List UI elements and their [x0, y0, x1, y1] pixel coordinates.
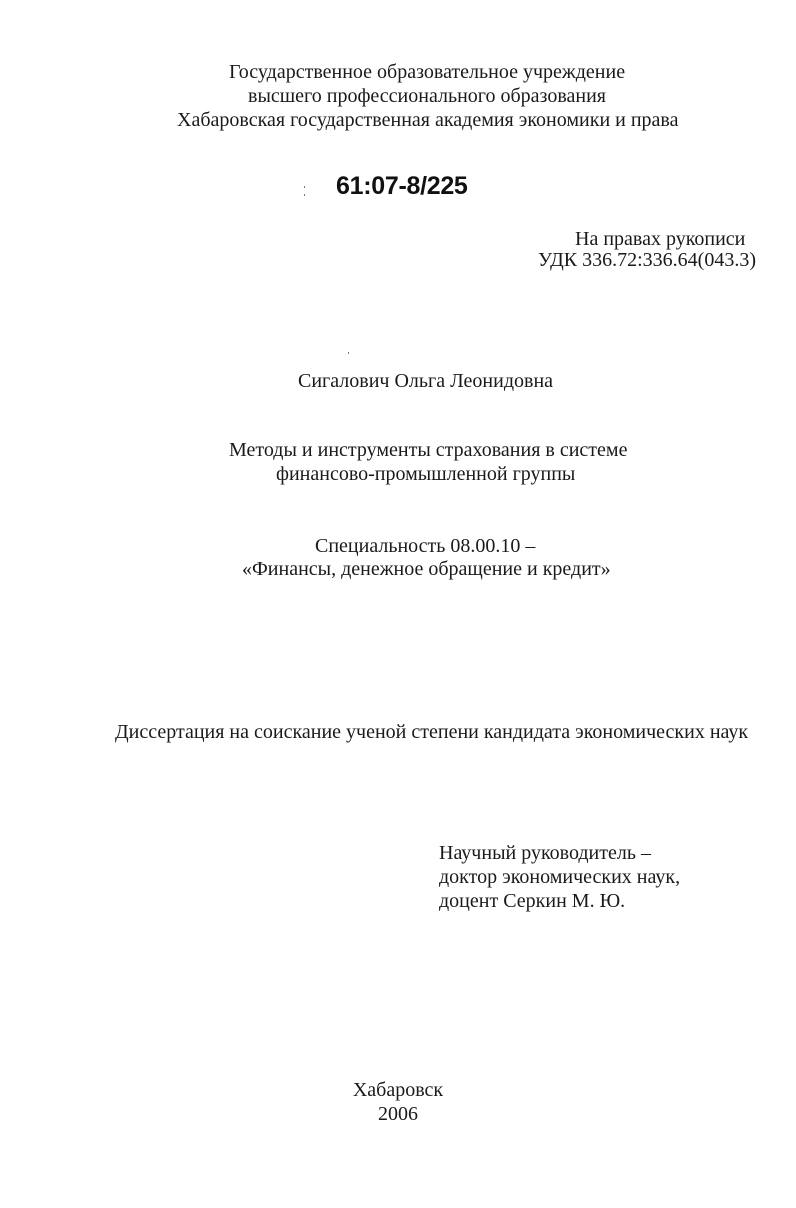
supervisor-line-2: доктор экономических наук,: [439, 866, 681, 888]
institution-line-3: Хабаровская государственная академия экономики и права: [177, 109, 679, 131]
scan-speck: [348, 352, 349, 354]
specialty-line-2: «Финансы, денежное обращение и кредит»: [242, 558, 611, 580]
degree-statement: Диссертация на соискание ученой степени кандидата экономических наук: [115, 721, 749, 743]
year: 2006: [378, 1103, 418, 1125]
city: Хабаровск: [352, 1079, 444, 1101]
udc-code: УДК 336.72:336.64(043.3): [538, 249, 756, 271]
scan-speck: [304, 186, 305, 188]
scan-speck: [304, 194, 305, 196]
dissertation-title-line-1: Методы и инструменты страхования в системе: [229, 439, 628, 461]
author-name: Сигалович Ольга Леонидовна: [298, 370, 554, 392]
institution-line-1: Государственное образовательное учреждение: [229, 61, 626, 83]
dissertation-title-line-2: финансово-промышленной группы: [276, 463, 576, 485]
institution-line-2: высшего профессионального образования: [248, 85, 606, 107]
supervisor-line-1: Научный руководитель –: [439, 842, 651, 864]
catalog-number: 61:07-8/225: [336, 172, 468, 200]
supervisor-line-3: доцент Серкин М. Ю.: [439, 890, 626, 912]
manuscript-rights: На правах рукописи: [575, 228, 746, 250]
specialty-line-1: Специальность 08.00.10 –: [315, 535, 536, 557]
